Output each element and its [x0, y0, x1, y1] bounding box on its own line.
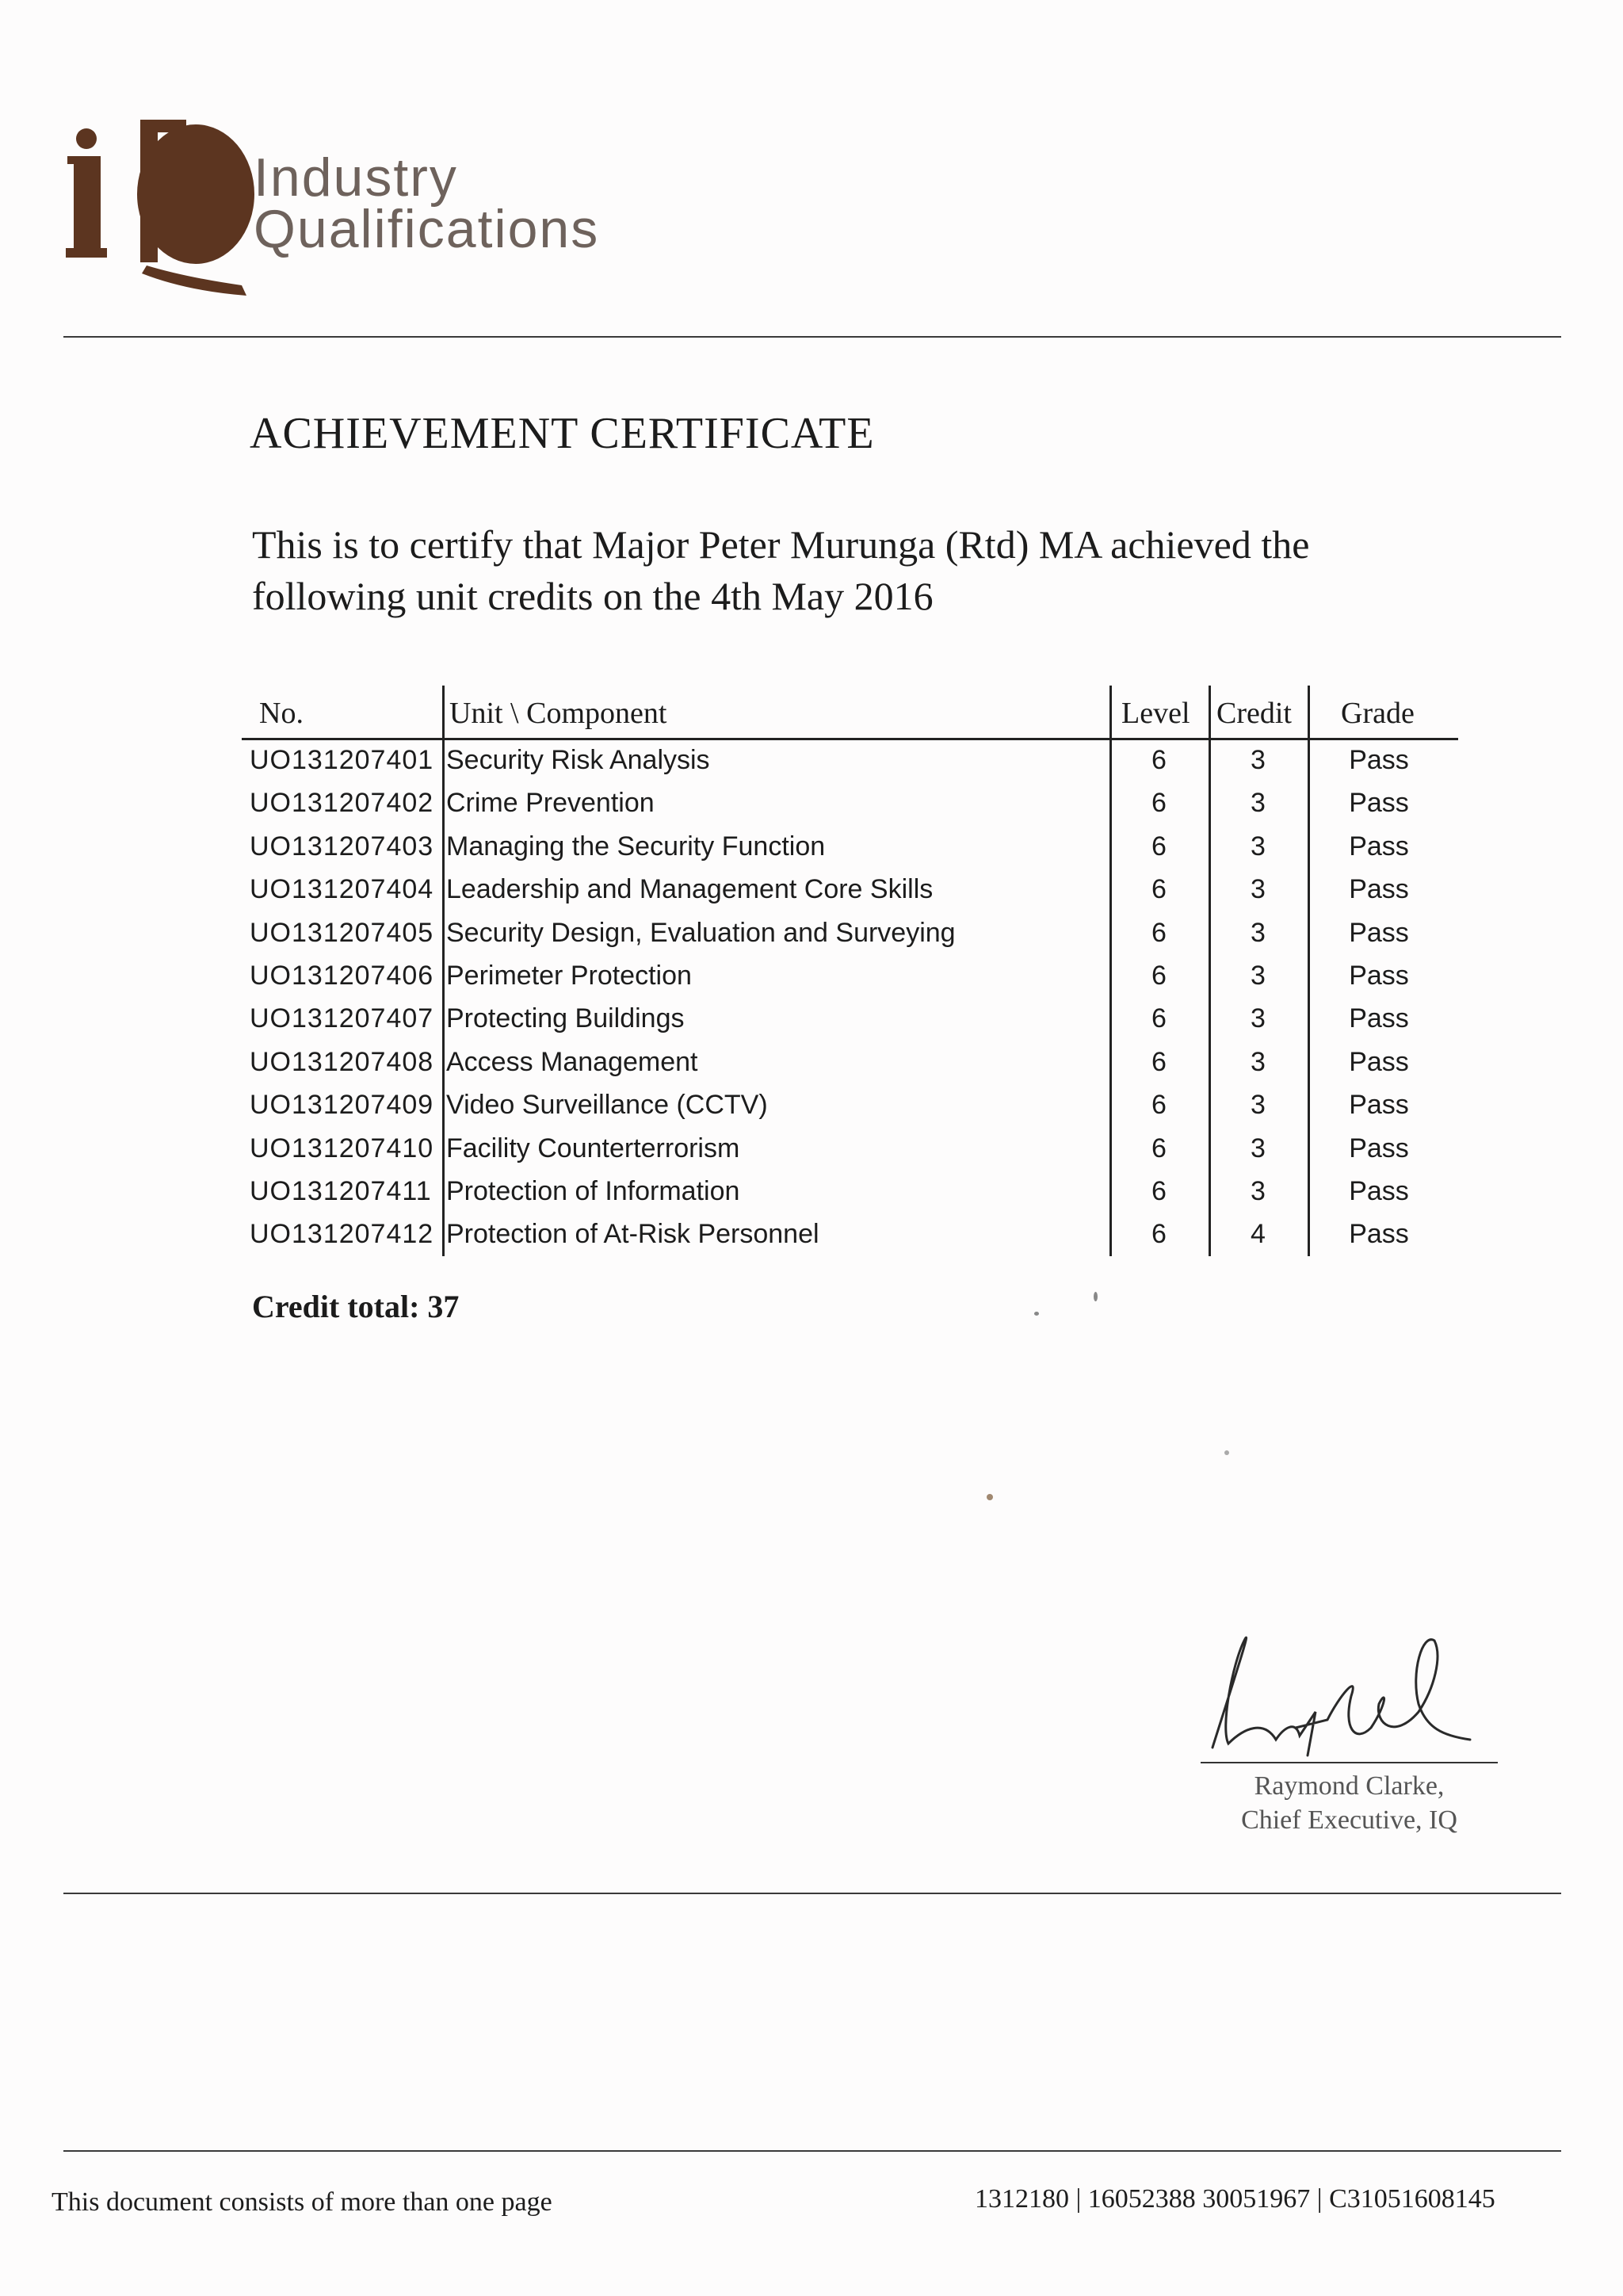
header-unit: Unit \ Component: [449, 697, 667, 730]
logo-q-tail: [142, 266, 246, 296]
certificate-title: ACHIEVEMENT CERTIFICATE: [250, 409, 875, 458]
unit-number: UO131207411: [250, 1176, 432, 1206]
unit-level: 6: [1151, 917, 1167, 948]
logo-dot: [76, 128, 97, 149]
unit-level: 6: [1151, 961, 1167, 991]
unit-number: UO131207403: [250, 831, 434, 861]
unit-name: Security Design, Evaluation and Surveying: [446, 917, 956, 948]
footer-page-note: This document consists of more than one page: [52, 2187, 552, 2217]
unit-level: 6: [1151, 831, 1167, 861]
unit-name: Protection of Information: [446, 1176, 740, 1206]
unit-credit: 3: [1251, 1003, 1266, 1034]
unit-number: UO131207405: [250, 917, 434, 948]
scan-speck: [1094, 1292, 1098, 1301]
unit-grade: Pass: [1349, 917, 1409, 948]
signature-mark: [1189, 1609, 1506, 1767]
brand-name-line2: Qualifications: [254, 199, 600, 259]
credit-total: Credit total: 37: [252, 1289, 460, 1324]
unit-credit: 3: [1251, 874, 1266, 905]
table-row: [242, 1041, 1458, 1083]
signatory-role: Chief Executive, IQ: [1241, 1805, 1457, 1835]
unit-name: Managing the Security Function: [446, 831, 826, 861]
unit-grade: Pass: [1349, 788, 1409, 819]
unit-name: Video Surveillance (CCTV): [446, 1090, 768, 1121]
unit-number: UO131207402: [250, 788, 434, 819]
unit-level: 6: [1151, 874, 1167, 905]
unit-credit: 3: [1251, 1133, 1266, 1163]
iq-logo: [59, 115, 265, 305]
unit-credit: 3: [1251, 961, 1266, 991]
logo-i-stem: [74, 156, 101, 258]
table-row: [242, 1170, 1458, 1213]
unit-grade: Pass: [1349, 1090, 1409, 1121]
unit-name: Perimeter Protection: [446, 961, 692, 991]
header-grade: Grade: [1341, 697, 1415, 730]
unit-number: UO131207406: [250, 961, 434, 991]
unit-name: Facility Counterterrorism: [446, 1133, 740, 1163]
scan-speck: [1034, 1312, 1039, 1316]
unit-grade: Pass: [1349, 1133, 1409, 1163]
table-row: [242, 739, 1458, 781]
signature-line: [1201, 1762, 1498, 1763]
footer-reference-number: 1312180 | 16052388 30051967 | C31051608145: [975, 2184, 1495, 2214]
unit-number: UO131207409: [250, 1090, 434, 1121]
unit-grade: Pass: [1349, 745, 1409, 775]
lower-divider: [63, 1893, 1561, 1894]
footer-divider: [63, 2150, 1561, 2152]
unit-number: UO131207401: [250, 745, 434, 775]
unit-level: 6: [1151, 1003, 1167, 1034]
unit-credit: 3: [1251, 788, 1266, 819]
certificate-statement-line2: following unit credits on the 4th May 2016: [252, 574, 934, 618]
unit-number: UO131207407: [250, 1003, 434, 1034]
unit-grade: Pass: [1349, 1003, 1409, 1034]
unit-name: Protecting Buildings: [446, 1003, 685, 1034]
brand-name-line1: Industry: [254, 147, 458, 208]
signatory-name: Raymond Clarke,: [1254, 1771, 1445, 1801]
scan-speck: [1224, 1450, 1229, 1455]
unit-level: 6: [1151, 1133, 1167, 1163]
unit-name: Crime Prevention: [446, 788, 655, 819]
unit-name: Access Management: [446, 1046, 698, 1077]
header-no: No.: [259, 697, 304, 730]
scan-speck: [987, 1494, 993, 1500]
table-row: [242, 1083, 1458, 1126]
unit-level: 6: [1151, 1176, 1167, 1206]
unit-number: UO131207408: [250, 1046, 434, 1077]
unit-credit: 3: [1251, 745, 1266, 775]
table-row: [242, 1127, 1458, 1170]
header-level: Level: [1121, 697, 1190, 730]
unit-number: UO131207412: [250, 1219, 434, 1250]
unit-grade: Pass: [1349, 961, 1409, 991]
unit-name: Security Risk Analysis: [446, 745, 710, 775]
unit-level: 6: [1151, 1090, 1167, 1121]
table-row: [242, 781, 1458, 824]
unit-level: 6: [1151, 1219, 1167, 1250]
certificate-statement-line1: This is to certify that Major Peter Murunga (Rtd) MA achieved the: [252, 522, 1310, 567]
unit-credit: 3: [1251, 917, 1266, 948]
table-row: [242, 997, 1458, 1040]
table-row: [242, 825, 1458, 868]
unit-credit: 3: [1251, 1090, 1266, 1121]
unit-level: 6: [1151, 788, 1167, 819]
unit-level: 6: [1151, 1046, 1167, 1077]
unit-grade: Pass: [1349, 1046, 1409, 1077]
table-row: [242, 954, 1458, 997]
table-row: [242, 868, 1458, 911]
unit-credit: 3: [1251, 831, 1266, 861]
table-row: [242, 911, 1458, 954]
table-row: [242, 1213, 1458, 1255]
unit-number: UO131207410: [250, 1133, 434, 1163]
unit-name: Leadership and Management Core Skills: [446, 874, 934, 905]
unit-level: 6: [1151, 745, 1167, 775]
unit-grade: Pass: [1349, 1219, 1409, 1250]
unit-credit: 3: [1251, 1046, 1266, 1077]
unit-credit: 4: [1251, 1219, 1266, 1250]
unit-number: UO131207404: [250, 874, 434, 905]
unit-grade: Pass: [1349, 831, 1409, 861]
unit-name: Protection of At-Risk Personnel: [446, 1219, 819, 1250]
header-credit: Credit: [1216, 697, 1292, 730]
unit-grade: Pass: [1349, 874, 1409, 905]
header-divider: [63, 336, 1561, 338]
unit-grade: Pass: [1349, 1176, 1409, 1206]
units-table: [242, 686, 1458, 1256]
unit-credit: 3: [1251, 1176, 1266, 1206]
